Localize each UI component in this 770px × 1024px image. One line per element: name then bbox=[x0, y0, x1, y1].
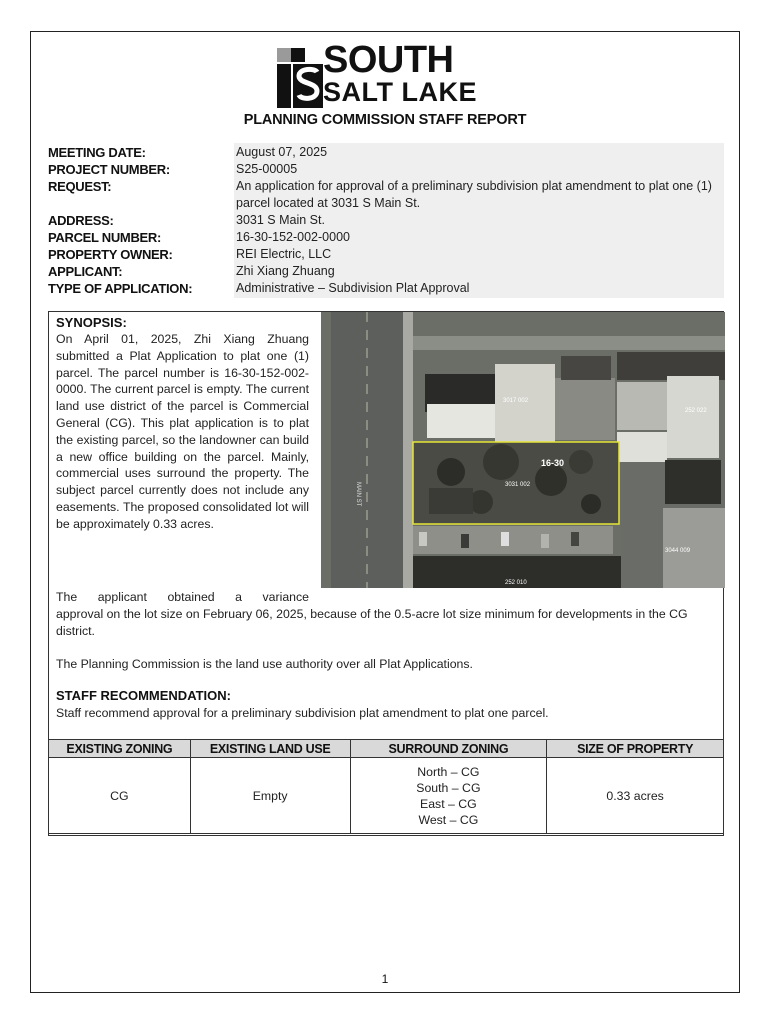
surround-zoning-cell: North – CG South – CG East – CG West – CG bbox=[350, 758, 547, 834]
page-number: 1 bbox=[381, 972, 389, 986]
logo-mark-icon bbox=[271, 44, 331, 110]
project-info: MEETING DATE: August 07, 2025 PROJECT NUMBER: S25-00005 REQUEST: An application for approval of a preliminary subdivision plat amendment to plat one (1) parcel located at 3031 S Main St. ADDRESS: 3031 S Main St. PARCEL NUMBER: 16-30-152-002-0000 PROPERTY OWNER: REI Electric, LLC APPLICANT: Zhi Xiang Zhuang TYPE OF APPLICATION: Administrative – Subdivision Plat Approval bbox=[48, 141, 724, 298]
existing-land-use-cell: Empty bbox=[190, 758, 350, 834]
existing-zoning-cell: CG bbox=[49, 758, 191, 834]
parcel-label: 16-30 bbox=[541, 458, 565, 468]
column-header: EXISTING LAND USE bbox=[190, 740, 350, 758]
column-header: SIZE OF PROPERTY bbox=[547, 740, 724, 758]
synopsis-text: On April 01, 2025, Zhi Xiang Zhuang submitted a Plat Application to plat one (1) parcel. The parcel number is 16-30-152-002-0000. The current parcel is empty. The current land use district of the parcel is Commercial General (CG). This plat application is to plat the existing parcel, so the landowner can build a new office building on the parcel. Mainly, commercial uses surround the property. The subject parcel currently does not include any easements. The proposed consolidated lot will be approximately 0.33 acres. bbox=[56, 332, 309, 531]
logo-text-south: SOUTH bbox=[323, 39, 454, 81]
table-row bbox=[49, 758, 724, 834]
lot-label: 252 010 bbox=[505, 580, 527, 586]
aerial-parcel-map bbox=[321, 312, 725, 588]
lot-label: 3044 009 bbox=[665, 548, 691, 554]
document-page bbox=[30, 31, 740, 993]
size-of-property-cell: 0.33 acres bbox=[547, 758, 724, 834]
staff-recommendation-text: Staff recommend approval for a preliminary subdivision plat amendment to plat one parcel. bbox=[56, 706, 549, 720]
street-label: MAIN ST bbox=[355, 482, 361, 507]
synopsis-heading: SYNOPSIS: bbox=[56, 315, 127, 330]
column-header: SURROUND ZONING bbox=[350, 740, 547, 758]
staff-recommendation-heading: STAFF RECOMMENDATION: bbox=[56, 688, 231, 703]
logo-text-salt-lake: SALT LAKE bbox=[323, 77, 477, 107]
lot-label: 3031 002 bbox=[505, 482, 531, 488]
column-header: EXISTING ZONING bbox=[49, 740, 191, 758]
lot-label: 252 022 bbox=[685, 408, 707, 414]
city-logo bbox=[271, 39, 486, 112]
zoning-table bbox=[48, 739, 724, 834]
variance-paragraph: The applicant obtained a variance approval on the lot size on February 06, 2025, because of the 0.5-acre lot size minimum for developments in the CG district. bbox=[56, 590, 688, 638]
authority-paragraph: The Planning Commission is the land use authority over all Plat Applications. bbox=[56, 657, 473, 671]
report-title: PLANNING COMMISSION STAFF REPORT bbox=[243, 112, 527, 128]
lot-label: 3017 002 bbox=[503, 398, 529, 404]
